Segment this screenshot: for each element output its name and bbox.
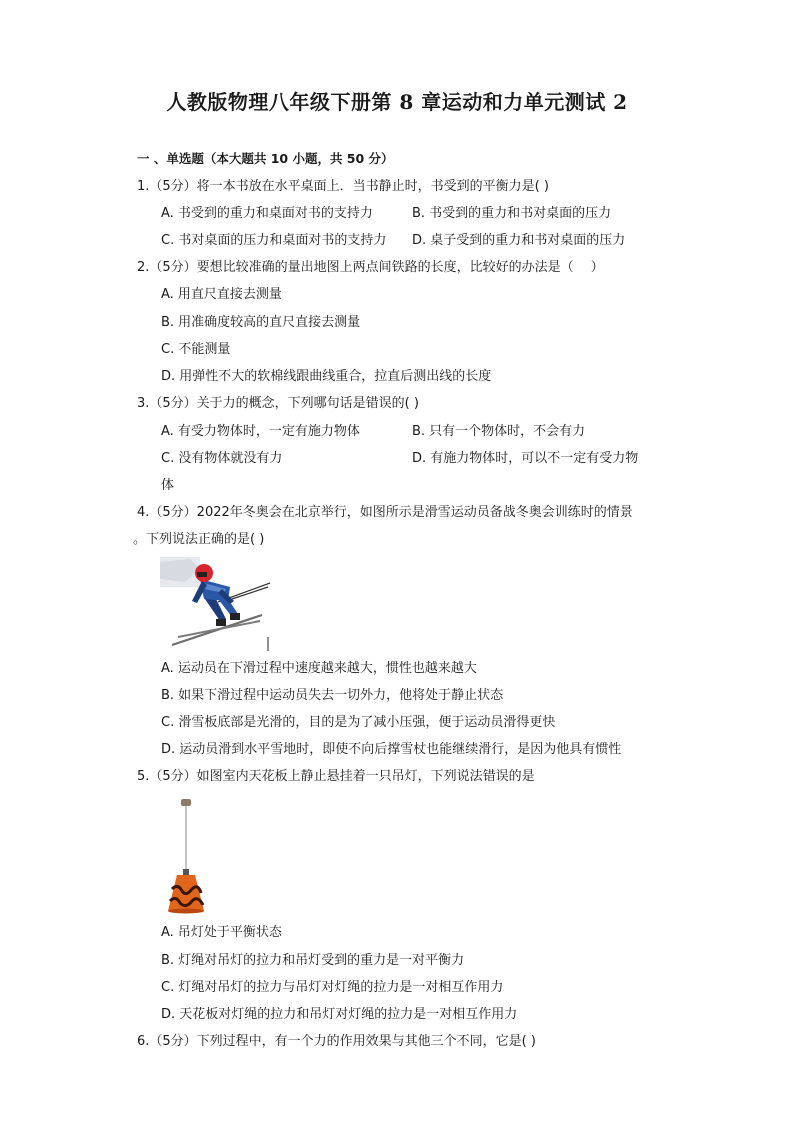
question-3-option-b: B. 只有一个物体时，不会有力 xyxy=(412,424,586,439)
question-1-option-d: D. 桌子受到的重力和书对桌面的压力 xyxy=(412,233,626,248)
page-title: 人教版物理八年级下册第 8 章运动和力单元测试 2 xyxy=(166,90,628,114)
question-3-option-d: D. 有施力物体时，可以不一定有受力物 xyxy=(412,451,639,466)
question-5-option-b: B. 灯绳对吊灯的拉力和吊灯受到的重力是一对平衡力 xyxy=(161,953,465,968)
section-heading: 一 、单选题（本大题共 10 小题，共 50 分） xyxy=(137,151,394,166)
question-5-option-d: D. 天花板对灯绳的拉力和吊灯对灯绳的拉力是一对相互作用力 xyxy=(161,1007,518,1022)
question-1-stem: 1.（5分）将一本书放在水平桌面上．当书静止时，书受到的平衡力是( ) xyxy=(137,179,549,194)
question-5-option-a: A. 吊灯处于平衡状态 xyxy=(161,925,282,940)
question-3-option-c: C. 没有物体就没有力 xyxy=(161,451,283,466)
question-2-option-d: D. 用弹性不大的软棉线跟曲线重合，拉直后测出线的长度 xyxy=(161,369,492,384)
question-4-option-d: D. 运动员滑到水平雪地时，即使不向后撑雪杖也能继续滑行，是因为他具有惯性 xyxy=(161,742,622,757)
question-1-option-c: C. 书对桌面的压力和桌面对书的支持力 xyxy=(161,233,387,248)
question-2-option-a: A. 用直尺直接去测量 xyxy=(161,287,282,302)
question-4-option-c: C. 滑雪板底部是光滑的，目的是为了减小压强，便于运动员滑得更快 xyxy=(161,715,556,730)
question-2-option-c: C. 不能测量 xyxy=(161,342,231,357)
question-4-stem: 4.（5分）2022年冬奥会在北京举行，如图所示是滑雪运动员备战冬奥会训练时的情景 xyxy=(137,505,633,520)
question-4-option-a: A. 运动员在下滑过程中速度越来越大，惯性也越来越大 xyxy=(161,661,477,676)
question-2-stem: 2.（5分）要想比较准确的量出地图上两点间铁路的长度，比较好的办法是（ ） xyxy=(137,260,604,275)
question-6-stem: 6.（5分）下列过程中，有一个力的作用效果与其他三个不同，它是( ) xyxy=(137,1034,536,1049)
question-3-option-a: A. 有受力物体时，一定有施力物体 xyxy=(161,424,360,439)
question-1-option-b: B. 书受到的重力和书对桌面的压力 xyxy=(412,206,612,221)
question-4-stem-wrap: 。下列说法正确的是( ) xyxy=(133,532,265,547)
question-3-stem: 3.（5分）关于力的概念，下列哪句话是错误的( ) xyxy=(137,396,419,411)
question-4-option-b: B. 如果下滑过程中运动员失去一切外力，他将处于静止状态 xyxy=(161,688,504,703)
pendant-lamp-image xyxy=(162,797,212,917)
question-5-option-c: C. 灯绳对吊灯的拉力与吊灯对灯绳的拉力是一对相互作用力 xyxy=(161,980,504,995)
skier-image xyxy=(160,557,275,653)
question-5-stem: 5.（5分）如图室内天花板上静止悬挂着一只吊灯，下列说法错误的是 xyxy=(137,769,535,784)
question-3-option-d-wrap: 体 xyxy=(161,478,175,493)
question-1-option-a: A. 书受到的重力和桌面对书的支持力 xyxy=(161,206,373,221)
question-2-option-b: B. 用准确度较高的直尺直接去测量 xyxy=(161,315,361,330)
